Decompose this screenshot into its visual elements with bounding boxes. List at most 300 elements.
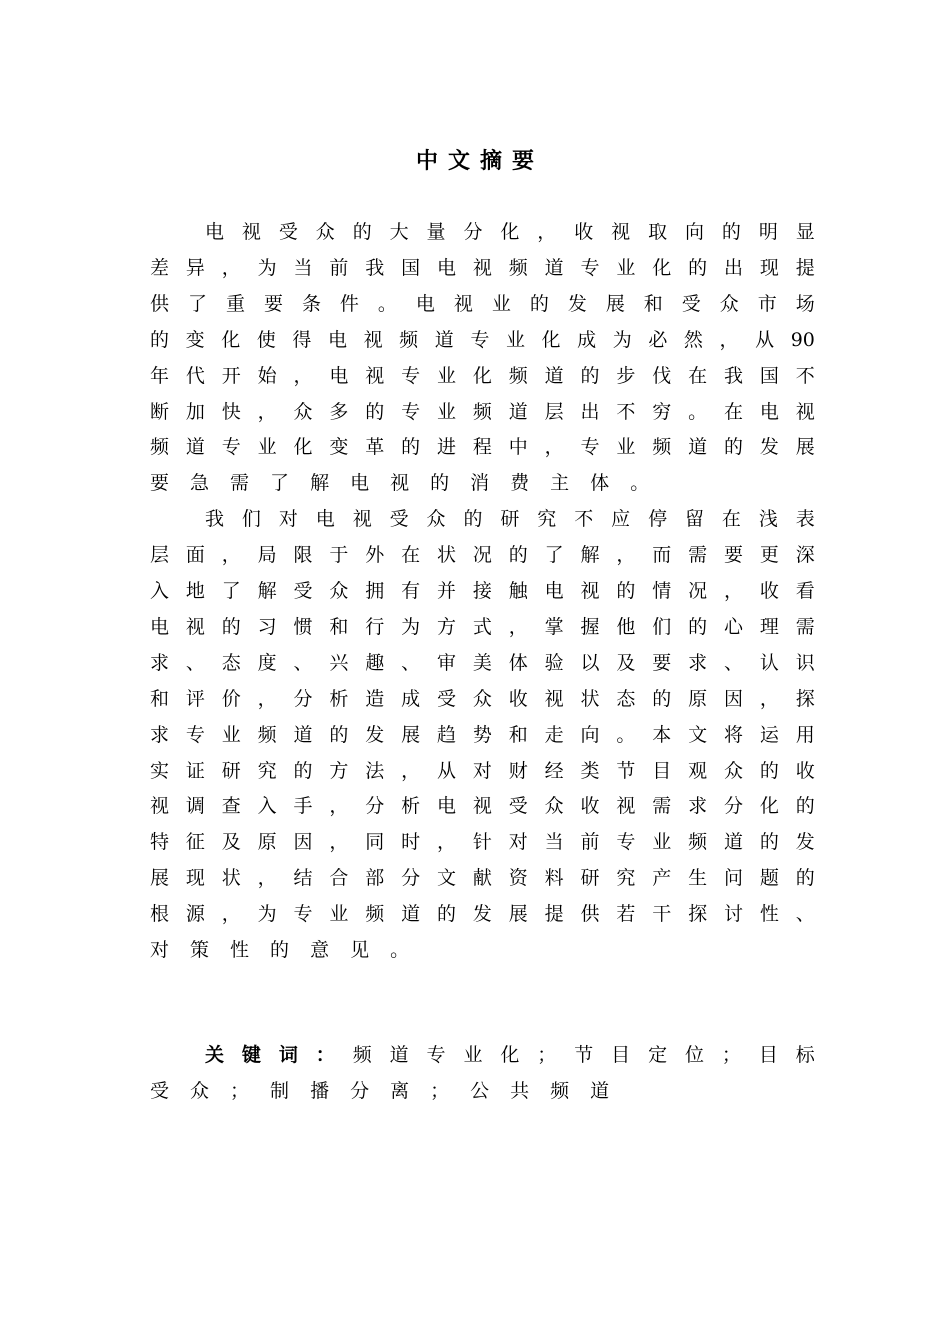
- text-glyph: ，: [221, 256, 241, 279]
- text-glyph: 业: [257, 436, 277, 459]
- text-glyph: 国: [401, 256, 421, 279]
- text-glyph: 习: [257, 615, 277, 638]
- text-glyph: 出: [724, 256, 744, 279]
- text-glyph: 留: [684, 508, 704, 531]
- text-glyph: 化: [541, 328, 561, 351]
- text-glyph: 重: [225, 292, 245, 315]
- text-glyph: ，: [257, 867, 277, 890]
- text-glyph: 变: [329, 436, 349, 459]
- text-glyph: 众: [719, 292, 739, 315]
- text-glyph: 了: [221, 580, 241, 602]
- text-glyph: 前: [580, 831, 600, 854]
- text-glyph: 年: [150, 364, 170, 387]
- text-glyph: 道: [544, 364, 564, 387]
- text-glyph: 产: [652, 867, 672, 890]
- text-glyph: 们: [241, 508, 261, 531]
- paragraph-2-line: [150, 863, 815, 893]
- text-glyph: 电: [205, 221, 225, 243]
- text-glyph: 。: [616, 723, 636, 746]
- text-glyph: 共: [510, 1079, 530, 1102]
- text-glyph: 电: [315, 508, 335, 531]
- paragraph-2-line: [150, 899, 815, 929]
- text-glyph: 得: [292, 328, 312, 351]
- text-glyph: ，: [759, 687, 779, 710]
- text-glyph: 业: [437, 364, 457, 387]
- text-glyph: 众: [190, 1079, 210, 1102]
- text-glyph: 要: [724, 544, 744, 567]
- text-glyph: 和: [329, 615, 349, 638]
- text-glyph: ，: [724, 580, 744, 602]
- text-glyph: 征: [185, 831, 205, 854]
- keyword-glyph: 频: [352, 1044, 372, 1066]
- text-glyph: 验: [544, 651, 564, 674]
- text-glyph: 专: [580, 436, 600, 459]
- text-glyph: ，: [221, 544, 241, 567]
- text-glyph: 展: [401, 723, 421, 746]
- text-glyph: 场: [795, 292, 815, 315]
- text-glyph: 现: [759, 256, 779, 279]
- text-glyph: 在: [721, 508, 741, 531]
- text-glyph: 程: [472, 436, 492, 459]
- text-glyph: 证: [185, 759, 205, 782]
- text-glyph: 受: [293, 580, 313, 602]
- text-glyph: 道: [590, 1079, 610, 1102]
- text-glyph: 理: [759, 615, 779, 638]
- text-glyph: 频: [550, 1079, 570, 1102]
- text-glyph: 频: [150, 436, 170, 459]
- text-glyph: 发: [795, 831, 815, 854]
- text-glyph: 地: [185, 580, 205, 602]
- paragraph-2-line: [150, 827, 815, 857]
- text-glyph: 评: [185, 687, 205, 710]
- text-glyph: 求: [688, 651, 708, 674]
- text-glyph: 实: [150, 759, 170, 782]
- text-glyph: 的: [508, 544, 528, 567]
- text-glyph: 必: [648, 328, 668, 351]
- text-glyph: ，: [508, 615, 528, 638]
- text-glyph: 使: [256, 328, 276, 351]
- text-glyph: ，: [437, 831, 457, 854]
- text-glyph: 的: [688, 615, 708, 638]
- text-glyph: 道: [434, 328, 454, 351]
- text-glyph: 受: [508, 795, 528, 818]
- text-glyph: 方: [329, 759, 349, 782]
- text-glyph: 运: [759, 723, 779, 746]
- text-glyph: 业: [437, 400, 457, 423]
- text-glyph: 势: [472, 723, 492, 746]
- text-glyph: 专: [401, 400, 421, 423]
- text-glyph: 接: [472, 580, 492, 602]
- text-glyph: 进: [437, 436, 457, 459]
- text-glyph: 异: [185, 256, 205, 279]
- text-glyph: 化: [500, 221, 520, 243]
- text-glyph: 频: [508, 256, 528, 279]
- keyword-glyph: 位: [684, 1044, 704, 1066]
- text-glyph: 分: [365, 795, 385, 818]
- text-glyph: 展: [508, 903, 528, 926]
- text-glyph: 频: [399, 328, 419, 351]
- text-glyph: 专: [221, 436, 241, 459]
- text-glyph: 电: [415, 292, 435, 315]
- text-glyph: 视: [611, 221, 631, 243]
- text-glyph: 经: [544, 759, 564, 782]
- text-glyph: 对: [150, 939, 170, 961]
- text-glyph: 体: [590, 472, 610, 495]
- text-glyph: ，: [401, 759, 421, 782]
- text-glyph: 的: [580, 364, 600, 387]
- text-glyph: 然: [683, 328, 703, 351]
- text-glyph: 视: [795, 400, 815, 423]
- text-glyph: 分: [463, 221, 483, 243]
- text-glyph: 市: [757, 292, 777, 315]
- text-glyph: 展: [150, 867, 170, 890]
- text-glyph: 费: [510, 472, 530, 495]
- text-glyph: 受: [150, 1079, 170, 1102]
- text-glyph: 分: [293, 687, 313, 710]
- keyword-glyph: ；: [537, 1044, 557, 1066]
- text-glyph: 要: [652, 651, 672, 674]
- keyword-glyph: 目: [611, 1044, 631, 1066]
- text-glyph: 根: [150, 903, 170, 926]
- text-glyph: 不: [616, 400, 636, 423]
- keyword-glyph: 专: [426, 1044, 446, 1066]
- text-glyph: 手: [293, 795, 313, 818]
- text-glyph: 要: [263, 292, 283, 315]
- text-glyph: 成: [401, 687, 421, 710]
- text-glyph: 见: [350, 939, 370, 961]
- keyword-glyph: 标: [795, 1044, 815, 1066]
- paragraph-1-line: [205, 217, 815, 247]
- text-glyph: 国: [759, 364, 779, 387]
- text-glyph: 多: [329, 400, 349, 423]
- text-glyph: 众: [544, 795, 564, 818]
- text-glyph: 展: [795, 436, 815, 459]
- text-glyph: ，: [257, 687, 277, 710]
- text-glyph: 展: [605, 292, 625, 315]
- paragraph-1-line: [150, 468, 815, 498]
- text-glyph: 的: [724, 436, 744, 459]
- text-glyph: ，: [293, 364, 313, 387]
- text-glyph: 价: [221, 687, 241, 710]
- text-glyph: 电: [759, 400, 779, 423]
- text-glyph: 和: [508, 723, 528, 746]
- text-glyph: 心: [724, 615, 744, 638]
- text-glyph: 、: [795, 903, 815, 926]
- text-glyph: 视: [365, 364, 385, 387]
- text-glyph: 电: [327, 328, 347, 351]
- text-glyph: 收: [795, 759, 815, 782]
- text-glyph: 明: [758, 221, 778, 243]
- text-glyph: 文: [437, 867, 457, 890]
- text-glyph: 用: [795, 723, 815, 746]
- text-glyph: 们: [652, 615, 672, 638]
- text-glyph: 视: [390, 472, 410, 495]
- text-glyph: 和: [643, 292, 663, 315]
- text-glyph: 审: [437, 651, 457, 674]
- text-glyph: 条: [301, 292, 321, 315]
- text-glyph: 的: [352, 221, 372, 243]
- text-glyph: 性: [230, 939, 250, 961]
- text-glyph: 局: [257, 544, 277, 567]
- text-glyph: 的: [463, 508, 483, 531]
- text-glyph: 化: [759, 795, 779, 818]
- text-glyph: 外: [365, 544, 385, 567]
- paragraph-1-line: [150, 397, 815, 427]
- text-glyph: 道: [544, 256, 564, 279]
- text-glyph: 视: [241, 221, 261, 243]
- text-glyph: 受: [437, 687, 457, 710]
- text-glyph: 视: [472, 795, 492, 818]
- text-glyph: 目: [652, 759, 672, 782]
- text-glyph: 主: [550, 472, 570, 495]
- text-glyph: 为: [257, 256, 277, 279]
- text-glyph: 快: [221, 400, 241, 423]
- text-glyph: 为: [257, 903, 277, 926]
- text-glyph: 的: [616, 580, 636, 602]
- paragraph-2-line: [205, 504, 815, 534]
- keyword-glyph: 道: [389, 1044, 409, 1066]
- text-glyph: 性: [759, 903, 779, 926]
- text-glyph: 视: [185, 615, 205, 638]
- text-glyph: 对: [508, 831, 528, 854]
- text-glyph: 研: [500, 508, 520, 531]
- text-glyph: 道: [724, 831, 744, 854]
- text-glyph: 电: [329, 364, 349, 387]
- text-glyph: 美: [472, 651, 492, 674]
- text-glyph: 提: [795, 256, 815, 279]
- text-glyph: 电: [350, 472, 370, 495]
- text-glyph: 兴: [329, 651, 349, 674]
- text-glyph: 况: [688, 580, 708, 602]
- text-glyph: 趣: [365, 651, 385, 674]
- text-glyph: 问: [724, 867, 744, 890]
- text-glyph: 的: [437, 903, 457, 926]
- paragraph-1-line: [150, 361, 815, 391]
- text-glyph: 度: [257, 651, 277, 674]
- text-glyph: 化: [652, 256, 672, 279]
- page-title: 中文摘要: [415, 148, 544, 174]
- paragraph-2-line: [150, 935, 815, 965]
- keyword-glyph: 定: [648, 1044, 668, 1066]
- text-glyph: 急: [190, 472, 210, 495]
- text-glyph: 和: [150, 687, 170, 710]
- text-glyph: 变: [185, 328, 205, 351]
- text-glyph: 道: [185, 436, 205, 459]
- text-glyph: ，: [329, 795, 349, 818]
- paragraph-2-line: [150, 684, 815, 714]
- text-glyph: 及: [616, 651, 636, 674]
- text-glyph: 需: [688, 544, 708, 567]
- text-glyph: 有: [401, 580, 421, 602]
- keywords-line: [205, 1040, 815, 1070]
- text-glyph: 革: [365, 436, 385, 459]
- text-glyph: 业: [491, 292, 511, 315]
- text-glyph: 浅: [758, 508, 778, 531]
- text-glyph: 要: [150, 472, 170, 495]
- text-glyph: 研: [580, 867, 600, 890]
- text-glyph: 的: [652, 687, 672, 710]
- paragraph-2-line: [150, 540, 815, 570]
- text-glyph: 向: [684, 221, 704, 243]
- text-glyph: 电: [150, 615, 170, 638]
- text-glyph: 时: [401, 831, 421, 854]
- text-glyph: 穷: [652, 400, 672, 423]
- text-glyph: 并: [437, 580, 457, 602]
- text-glyph: 限: [293, 544, 313, 567]
- paragraph-2-line: [150, 791, 815, 821]
- text-glyph: 的: [430, 472, 450, 495]
- text-glyph: 为: [401, 615, 421, 638]
- text-glyph: 离: [390, 1079, 410, 1102]
- text-glyph: 走: [544, 723, 564, 746]
- text-glyph: 料: [544, 867, 564, 890]
- text-glyph: 受: [681, 292, 701, 315]
- paragraph-2-line: [150, 720, 815, 750]
- text-glyph: 电: [437, 795, 457, 818]
- paragraph-1-line: [150, 325, 815, 355]
- text-glyph: 视: [352, 508, 372, 531]
- text-glyph: 式: [472, 615, 492, 638]
- text-glyph: 量: [426, 221, 446, 243]
- text-glyph: 专: [470, 328, 490, 351]
- text-glyph: 发: [472, 903, 492, 926]
- text-glyph: 节: [616, 759, 636, 782]
- text-glyph: 从: [755, 328, 775, 351]
- text-glyph: 众: [315, 221, 335, 243]
- text-glyph: 。: [630, 472, 650, 495]
- text-glyph: 需: [230, 472, 250, 495]
- text-glyph: 化: [221, 328, 241, 351]
- text-glyph: 受: [389, 508, 409, 531]
- text-glyph: 应: [611, 508, 631, 531]
- text-glyph: 发: [365, 723, 385, 746]
- text-glyph: 资: [508, 867, 528, 890]
- text-glyph: 对: [278, 508, 298, 531]
- text-glyph: 供: [150, 292, 170, 315]
- text-glyph: 探: [795, 687, 815, 710]
- text-glyph: 看: [795, 580, 815, 602]
- text-glyph: 查: [221, 795, 241, 818]
- text-glyph: 行: [365, 615, 385, 638]
- text-glyph: 视: [616, 795, 636, 818]
- text-glyph: 频: [688, 831, 708, 854]
- text-glyph: 视: [363, 328, 383, 351]
- keyword-glyph: 化: [500, 1044, 520, 1066]
- text-glyph: 代: [185, 364, 205, 387]
- keyword-glyph: ；: [721, 1044, 741, 1066]
- text-glyph: 需: [652, 795, 672, 818]
- text-glyph: ，: [544, 436, 564, 459]
- text-glyph: 识: [795, 651, 815, 674]
- text-glyph: 他: [616, 615, 636, 638]
- text-glyph: 层: [544, 400, 564, 423]
- text-glyph: 的: [721, 221, 741, 243]
- text-glyph: 原: [688, 687, 708, 710]
- text-glyph: ；: [230, 1079, 250, 1102]
- text-glyph: 化: [293, 436, 313, 459]
- text-glyph: 消: [470, 472, 490, 495]
- text-glyph: 方: [437, 615, 457, 638]
- text-glyph: 。: [377, 292, 397, 315]
- text-glyph: 电: [544, 580, 564, 602]
- paragraph-2-line: [150, 648, 815, 678]
- text-glyph: 分: [401, 867, 421, 890]
- text-glyph: 断: [150, 400, 170, 423]
- text-glyph: 解: [580, 544, 600, 567]
- text-glyph: 道: [508, 400, 528, 423]
- text-glyph: 专: [185, 723, 205, 746]
- text-glyph: 件: [339, 292, 359, 315]
- text-glyph: 业: [329, 903, 349, 926]
- text-glyph: 视: [453, 292, 473, 315]
- text-glyph: 化: [472, 364, 492, 387]
- text-glyph: 于: [329, 544, 349, 567]
- text-glyph: ，: [329, 831, 349, 854]
- text-glyph: 层: [150, 544, 170, 567]
- text-glyph: 当: [544, 831, 564, 854]
- text-glyph: 为: [612, 328, 632, 351]
- text-glyph: 业: [221, 723, 241, 746]
- text-glyph: 态: [616, 687, 636, 710]
- text-glyph: 研: [221, 759, 241, 782]
- text-glyph: 不: [795, 364, 815, 387]
- text-glyph: 专: [580, 256, 600, 279]
- keyword-glyph: 节: [574, 1044, 594, 1066]
- text-glyph: 趋: [437, 723, 457, 746]
- text-glyph: 因: [293, 831, 313, 854]
- keywords-label-glyph: ：: [315, 1044, 335, 1066]
- text-glyph: 的: [795, 795, 815, 818]
- text-glyph: 现: [185, 867, 205, 890]
- text-glyph: 情: [652, 580, 672, 602]
- text-glyph: ，: [537, 221, 557, 243]
- text-glyph: 的: [293, 759, 313, 782]
- text-glyph: 制: [270, 1079, 290, 1102]
- text-glyph: 掌: [544, 615, 564, 638]
- text-glyph: 开: [221, 364, 241, 387]
- keywords-label-glyph: 关: [205, 1044, 225, 1066]
- text-glyph: 视: [472, 256, 492, 279]
- text-glyph: 专: [293, 903, 313, 926]
- text-glyph: 停: [648, 508, 668, 531]
- text-glyph: 解: [257, 580, 277, 602]
- text-glyph: ，: [221, 903, 241, 926]
- text-glyph: 题: [759, 867, 779, 890]
- keywords-label-glyph: 词: [278, 1044, 298, 1066]
- text-glyph: 面: [185, 544, 205, 567]
- text-glyph: 的: [759, 831, 779, 854]
- text-glyph: 、: [293, 651, 313, 674]
- text-glyph: 分: [724, 795, 744, 818]
- text-glyph: 供: [580, 903, 600, 926]
- text-glyph: 专: [401, 364, 421, 387]
- text-glyph: 拥: [365, 580, 385, 602]
- text-glyph: ，: [719, 328, 739, 351]
- text-glyph: 出: [580, 400, 600, 423]
- text-glyph: 了: [544, 544, 564, 567]
- text-glyph: 合: [329, 867, 349, 890]
- text-glyph: 求: [688, 795, 708, 818]
- text-glyph: 若: [616, 903, 636, 926]
- text-glyph: 从: [437, 759, 457, 782]
- paragraph-2-line: [150, 612, 815, 642]
- text-glyph: 频: [508, 364, 528, 387]
- text-glyph: 业: [616, 436, 636, 459]
- text-glyph: 差: [150, 256, 170, 279]
- text-glyph: 众: [724, 759, 744, 782]
- text-glyph: ，: [257, 400, 277, 423]
- text-glyph: 的: [529, 292, 549, 315]
